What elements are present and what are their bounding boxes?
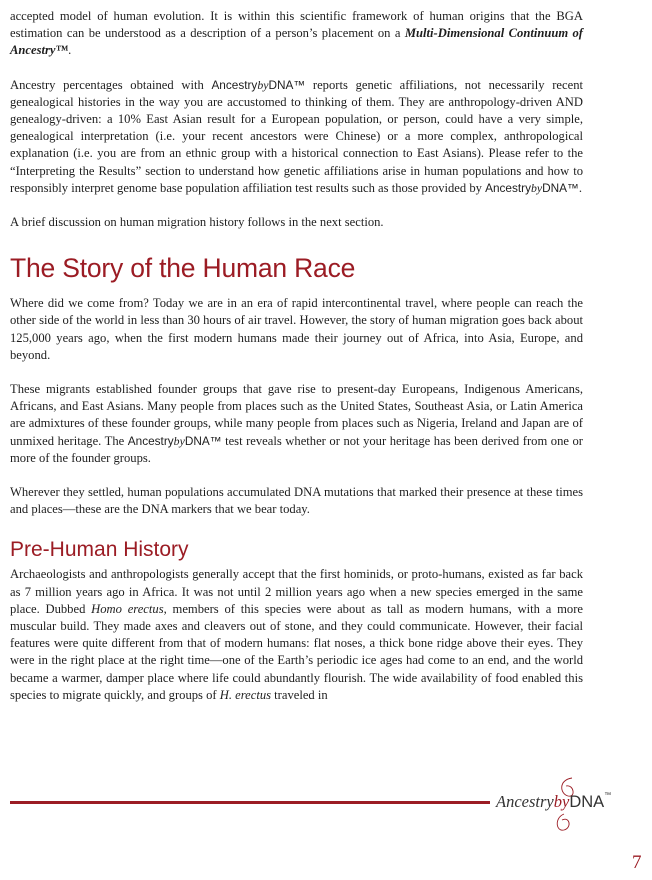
section-title-prehuman: Pre-Human History xyxy=(10,538,189,562)
paragraph-text: Ancestry percentages obtained with xyxy=(10,77,212,92)
paragraph-end: . xyxy=(68,43,72,58)
species-name: H. erectus xyxy=(219,687,272,702)
paragraph-text: reports genetic affiliations, not necessarily recent genealogical histories in the way you are accustomed to thinking of them. They are anthropology-driven AND genealogy-driven: a 10% East Asian result for a European population, or person, could have a very simple, genealogical interpretation (i.e. your recent ancestors were Chinese) or a more complex, anthropological explanation (i.e. you are from an ethnic group with a historical connection to East Asians). Please refer to the “Interpreting the Results” section to understand how genetic affiliations arise in human populations and how to responsibly interpret genome base population affiliation test results such as those provided by xyxy=(10,77,583,195)
intro-paragraph-1 xyxy=(10,8,583,60)
brand-name: AncestrybyDNA™ xyxy=(127,433,222,448)
ancestry-by-dna-logo xyxy=(496,776,636,832)
story-paragraph-1: Where did we come from? Today we are in an era of rapid intercontinental travel, where people can reach the other side of the world in less than 30 hours of air travel. However, the story of human migration goes back about 125,000 years ago, when the first modern humans made their journey out of Africa, into Asia, Europe, and beyond. xyxy=(10,296,583,362)
paragraph-text: accepted model of human evolution. It is within this scientific framework of human origins that the BGA estimation can be understood as a description of a person’s placement on a xyxy=(10,9,583,41)
story-paragraph-2: These migrants established founder groups that gave rise to present-day Europeans, Indigenous Americans, Africans, and East Asians. Many people from places such as the United States, Southeast Asia, or Latin America are admixtures of these founder groups, while many people from places such as Nigeria, Ireland and Japan are of unmixed heritage. The AncestrybyDNA™ test reveals whether or not your heritage has been derived from one or more of the founder groups. xyxy=(10,382,583,465)
intro-paragraph-3: A brief discussion on human migration history follows in the next section. xyxy=(10,215,384,230)
section-title-story: The Story of the Human Race xyxy=(10,253,356,284)
intro-paragraph-2: Ancestry percentages obtained with AncestrybyDNA™ reports genetic affiliations, not necessarily recent genealogical histories in the way you are accustomed to thinking of them. They are anthropology-driven AND genealogy-driven: a 10% East Asian result for a European population, or person, could have a very simple, genealogical interpretation (i.e. your recent ancestors were Chinese) or a more complex, anthropological explanation (i.e. you are from an ethnic group with a historical connection to East Asians). Please refer to the “Interpreting the Results” section to understand how genetic affiliations arise in human populations and how to responsibly interpret genome base population affiliation test results such as those provided by AncestrybyDNA™. xyxy=(10,77,583,195)
footer-rule xyxy=(10,801,490,804)
prehuman-paragraph-1: Archaeologists and anthropologists generally accept that the first hominids, or proto-humans, existed as far back as 7 million years ago in Africa. It was not until 2 million years ago when a new species emerged in the same place. Dubbed Homo erectus, members of this species were about as tall as modern humans, with a more muscular build. They made axes and cleavers out of stone, and they could communicate. However, their facial features were quite different from that of modern humans: flat noses, a thick bone ridge above their eyes. They were in the right place at the right time—one of the Earth’s periodic ice ages had come to an end, and the world became a warmer, damper place where life could abundantly flourish. The wide availability of food enabled this species to migrate quickly, and groups of H. erectus traveled in xyxy=(10,567,583,702)
story-paragraph-3: Wherever they settled, human populations accumulated DNA mutations that marked their presence at these times and places—these are the DNA markers that we bear today. xyxy=(10,485,583,517)
emphasis-term: Multi-Dimensional Continuum of Ancestry™ xyxy=(10,26,584,58)
brand-name: AncestrybyDNA™ xyxy=(485,180,579,195)
page-number: 7 xyxy=(632,852,642,873)
document-body xyxy=(10,8,583,704)
logo-wordmark: AncestrybyDNA™ xyxy=(496,792,612,811)
species-name: Homo erectus xyxy=(91,601,164,616)
brand-name: AncestrybyDNA™ xyxy=(211,77,306,92)
